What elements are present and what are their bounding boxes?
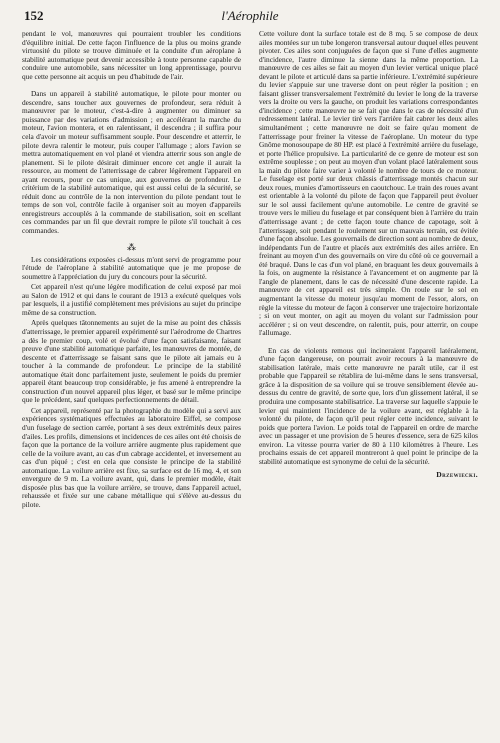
left-column <box>22 30 241 509</box>
author-signature: Drzewiecki. <box>436 470 478 480</box>
page-header <box>24 8 476 24</box>
section-divider: ⁂ <box>127 241 136 252</box>
paragraph: Dans un appareil à stabilité automatique, le pilote pour monter ou descendre, sans toucher aux gouvernes de profondeur, sera réduit à manœuvrer par le moteur, c'est-à-dire à augmenter ou diminuer sa puissance par des variations d'admission ; en accélérant la marche du moteur, l'avion montera, et en ralentissant, il descendra ; il suffira pour cela d'avoir un moteur suffisamment souple. Pour descendre et atterrir, le pilote devra ralentir le moteur, puis couper l'allumage ; alors l'avion se mettra automatiquement en vol plané et viendra atterrir sous son angle de planement. Si le pilote désirait diminuer encore cet angle il aurait la ressource, au moment de l'atterrissage de cabrer légèrement l'appareil en ayant recours, pour ce cas unique, aux gouvernes de profondeur. Le critérium de la stabilité automatique, qui est aussi celui de la sécurité, se réduit donc au contrôle de la non intervention du pilote pendant tout le temps de son vol, contrôle facile à organiser soit au moyen d'appareils enregistreurs accouplés à la commande de stabilisation, soit en scellant ces commandes par un fil que devrait rompre le pilote s'il touchait à ces commandes. <box>22 89 241 236</box>
paragraph: En cas de violents remous qui incineraient l'appareil latéralement, d'une façon dangereuse, on pourrait avoir recours à la manœuvre de stabilisation latérale, mais cette manœuvre ne paraît utile, car il est probable que l'appareil se rétablira de lui-même dans le sens transversal, grâce à la disposition de sa voilure qui se trouve sensiblement élevée au-dessus du centre de gravité, de sorte que, lors d'un glissement latéral, il se produira une composante stabilisatrice. La traverse sur laquelle s'appuie le levier qui maintient l'incidence de la voilure avant, est réglable à la volonté du pilote, de façon qu'il peut régler cette incidence, suivant le poids que portera l'avion. Le poids total de l'appareil en ordre de marche avec un passager et une provision de 5 heures d'essence, sera de 625 kilos environ. La vitesse pourra varier de 80 à 110 kilomètres à l'heure. Les prochains essais de cet appareil montreront à quel point le principe de la stabilité automatique est synonyme de celui de la sécurité. <box>259 345 478 466</box>
running-title: l'Aérophile <box>221 8 279 23</box>
paragraph: Les considérations exposées ci-dessus m'ont servi de programme pour l'étude de l'aéroplane à stabilité automatique que je me propose de soumettre à l'appréciation du jury du concours pour la sécurité. <box>22 254 241 281</box>
paragraph: Après quelques tâtonnements au sujet de la mise au point des châssis d'atterrissage, le premier appareil expérimenté sur l'aérodrome de Chartres a dès le premier coup, volé et évolué d'une façon satisfaisante, faisant preuve d'une stabilité automatique parfaite, les manœuvres de montée, de descente et d'atterrissage se faisant sans que le pilote ait jamais eu à toucher à la commande de profondeur. Le principe de la stabilité automatique était donc parfaitement juste, seulement le poids du premier appareil étant beaucoup trop considérable, je fus amené à entreprendre la construction d'un nouvel appareil plus léger, et basé sur le même principe que le précédent, sauf quelques perfectionnements de détail. <box>22 318 241 405</box>
paragraph: Cet appareil n'est qu'une légère modification de celui exposé par moi au Salon de 1912 et qui dans le courant de 1913 a exécuté quelques vols par lesquels, il a justifié complètement mes prévisions au sujet du principe même de sa construction. <box>22 282 241 317</box>
paragraph: Cette voilure dont la surface totale est de 8 mq. 5 se compose de deux ailes montées sur un tube longeron transversal autour duquel elles peuvent pivoter. Ces ailes sont conjuguées de façon que si l'une d'elles augmente d'incidence, l'autre diminue la sienne dans la même proportion. La manœuvre de ces ailes se fait au moyen d'un levier vertical unique placé devant le pilote et articulé dans sa partie inférieure. L'extrémité supérieure du levier s'appuie sur une traverse dont on peut régler la position ; en faisant glisser transversalement l'extrémité du levier le long de la traverse vers la droite ou vers la gauche, on produit les variations correspondantes d'incidence ; cette manœuvre ne se fait que dans le cas de nécessité d'un redressement latéral. Le levier tiré vers l'arrière fait cabrer les deux ailes simultanément ; cette manœuvre ne doit se faire qu'au moment de l'atterrissage pour freiner la vitesse de l'aéroplane. Un moteur du type Gnôme monosoupape de 80 HP. est placé à l'extrémité arrière du fuselage, et porte l'hélice propulsive. La particularité de ce genre de moteur est son extrême souplesse ; on peut au moyen d'un volant placé latéralement sous la main du pilote faire varier à volonté le nombre de tours de ce moteur. Le fuselage est porté sur deux châssis d'atterrissage montés chacun sur deux roues, munies d'amortisseurs en caoutchouc. Le train des roues avant est orientable à la volonté du pilote de façon que l'appareil peut évoluer sur le sol aussi facilement qu'une automobile. Le centre de gravité se trouve vers le milieu du fuselage et par conséquent bien à l'arrière du train d'atterrissage avant ; de cette façon toute chance de capotage, soit à l'atterrissage, soit pendant le roulement sur un mauvais terrain, est évitée d'une façon absolue. Les gouvernails de direction sont au nombre de deux, indépendants l'un de l'autre et placés aux extrémités des ailes arrière. En freinant au moyen d'un des gouvernails on vire du côté où ce gouvernail a été braqué. Dans le cas d'un vol plané, en braquant les deux gouvernails à la fois, on augmente la résistance à l'avancement et on augmente par là l'angle de planement, dans le cas de nécessité d'une descente rapide. La manœuvre de cet appareil est très simple. On roule sur le sol en augmentant la vitesse du moteur jusqu'au moment de l'essor, alors, on règle la vitesse du moteur de façon à conserver une trajectoire horizontale ; si on veut monter, on agit au moyen du volant sur l'admission pour accélérer ; si on veut descendre, on ralentit, puis, pour atterrir, on coupe l'allumage. <box>259 29 478 338</box>
paragraph: Cet appareil, représenté par la photographie du modèle qui a servi aux expériences systématiques effectuées au laboratoire Eiffel, se compose d'un fuselage de section carrée, portant à ses deux extrémités deux paires d'ailes. Les profils, dimensions et incidences de ces ailes ont été choisis de façon que la portance de la voilure arrière augmente plus rapidement que celle de la voilure avant, au cas d'un cabrage accidentel, et inversement au cas d'un piqué ; c'est en cela que consiste le principe de la stabilité automatique. La voilure arrière est fixe, sa surface est de 16 mq. 4, et son envergure de 9 m. La voilure avant, qui, dans le premier modèle, était disposée plus bas que la voilure arrière, se trouve, dans l'appareil actuel, rehaussée et fixée sur une cabane métallique qui s'élève au-dessus du pilote. <box>22 405 241 509</box>
right-column <box>259 30 478 480</box>
paragraph: pendant le vol, manœuvres qui pourraient troubler les conditions d'équilibre initial. De cette façon l'influence de la plus ou moins grande virtuosité du pilote se trouve diminuée et la conduite d'un aéroplane à stabilité automatique peut devenir accessible à toute personne capable de conduire une automobile, sans nécessiter un long apprentissage, pourvu que cette personne ait acquis un peu d'habitude de l'air. <box>22 29 241 81</box>
page-number: 152 <box>24 8 44 23</box>
